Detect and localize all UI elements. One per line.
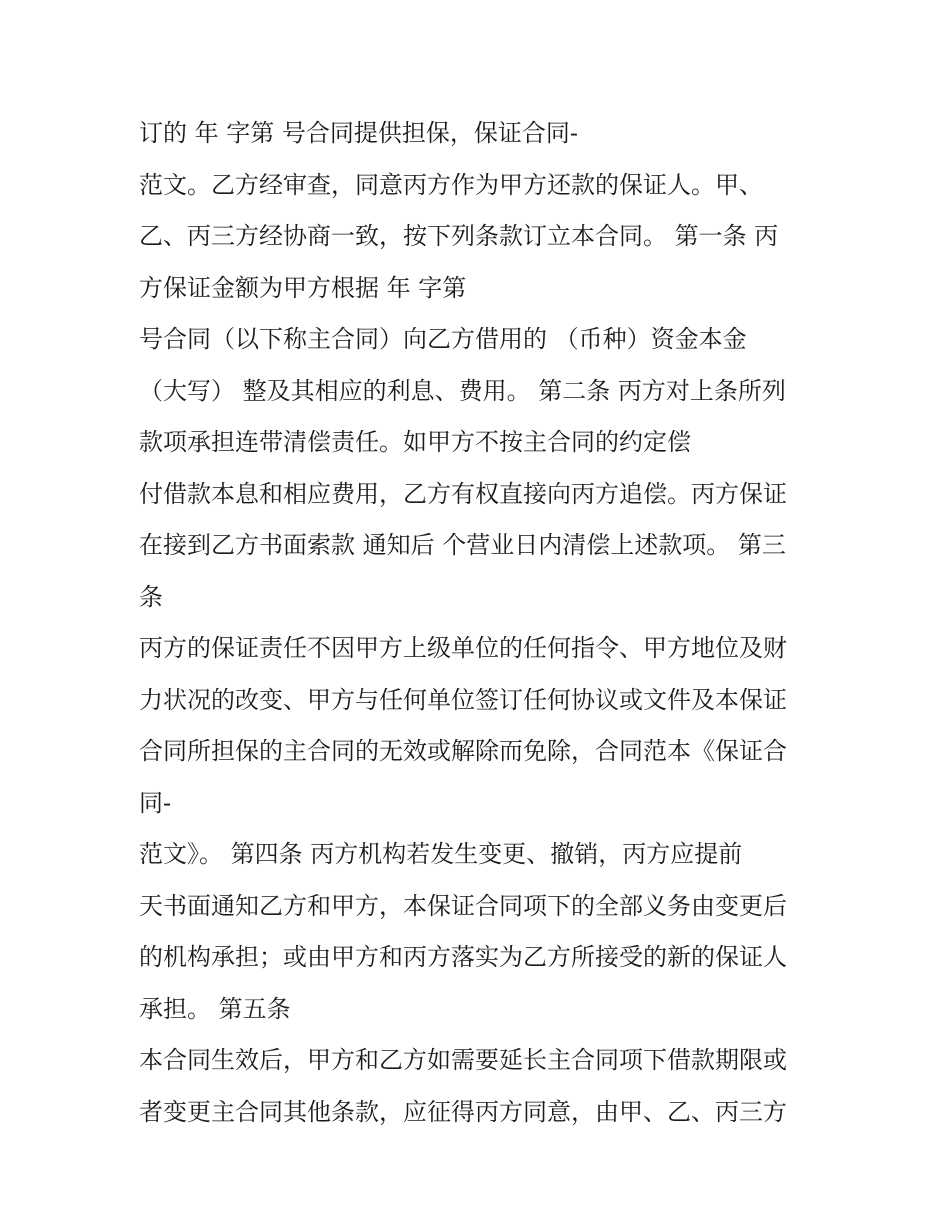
- text-line: 天书面通知乙方和甲方，本保证合同项下的全部义务由变更后: [139, 891, 787, 920]
- text-line: 在接到乙方书面索款 通知后 个营业日内清偿上述款项。 第三: [139, 531, 786, 559]
- text-line: 付借款本息和相应费用，乙方有权直接向丙方追偿。丙方保证: [139, 479, 787, 508]
- text-line: 力状况的改变、甲方与任何单位签订任何协议或文件及本保证: [139, 685, 787, 714]
- text-line: 丙方的保证责任不因甲方上级单位的任何指令、甲方地位及财: [139, 634, 787, 662]
- text-line: 订的 年 字第 号合同提供担保，保证合同-: [139, 119, 578, 147]
- text-line: 承担。 第五条: [139, 994, 291, 1023]
- text-line: 范文》。 第四条 丙方机构若发生变更、撤销，丙方应提前: [139, 840, 743, 868]
- text-line: 的机构承担；或由甲方和丙方落实为乙方所接受的新的保证人: [139, 943, 787, 971]
- text-line: 款项承担连带清偿责任。如甲方不按主合同的约定偿: [139, 428, 691, 456]
- text-line: 号合同（以下称主合同）向乙方借用的 （币种）资金本金: [139, 325, 747, 353]
- text-line: 同-: [139, 788, 172, 817]
- text-line: 乙、丙三方经协商一致，按下列条款订立本合同。 第一条 丙: [139, 222, 779, 250]
- contract-body-text: [139, 108, 839, 1138]
- text-line: 范文。乙方经审查，同意丙方作为甲方还款的保证人。甲、: [139, 170, 763, 199]
- text-line: 合同所担保的主合同的无效或解除而免除，合同范本《保证合: [139, 737, 787, 765]
- text-line: （大写） 整及其相应的利息、费用。 第二条 丙方对上条所列: [139, 376, 786, 405]
- text-line: 本合同生效后，甲方和乙方如需要延长主合同项下借款期限或: [139, 1046, 787, 1074]
- text-line: 条: [139, 582, 163, 611]
- text-line: 方保证金额为甲方根据 年 字第: [139, 273, 467, 302]
- text-line: 者变更主合同其他条款，应征得丙方同意，由甲、乙、丙三方: [139, 1097, 787, 1126]
